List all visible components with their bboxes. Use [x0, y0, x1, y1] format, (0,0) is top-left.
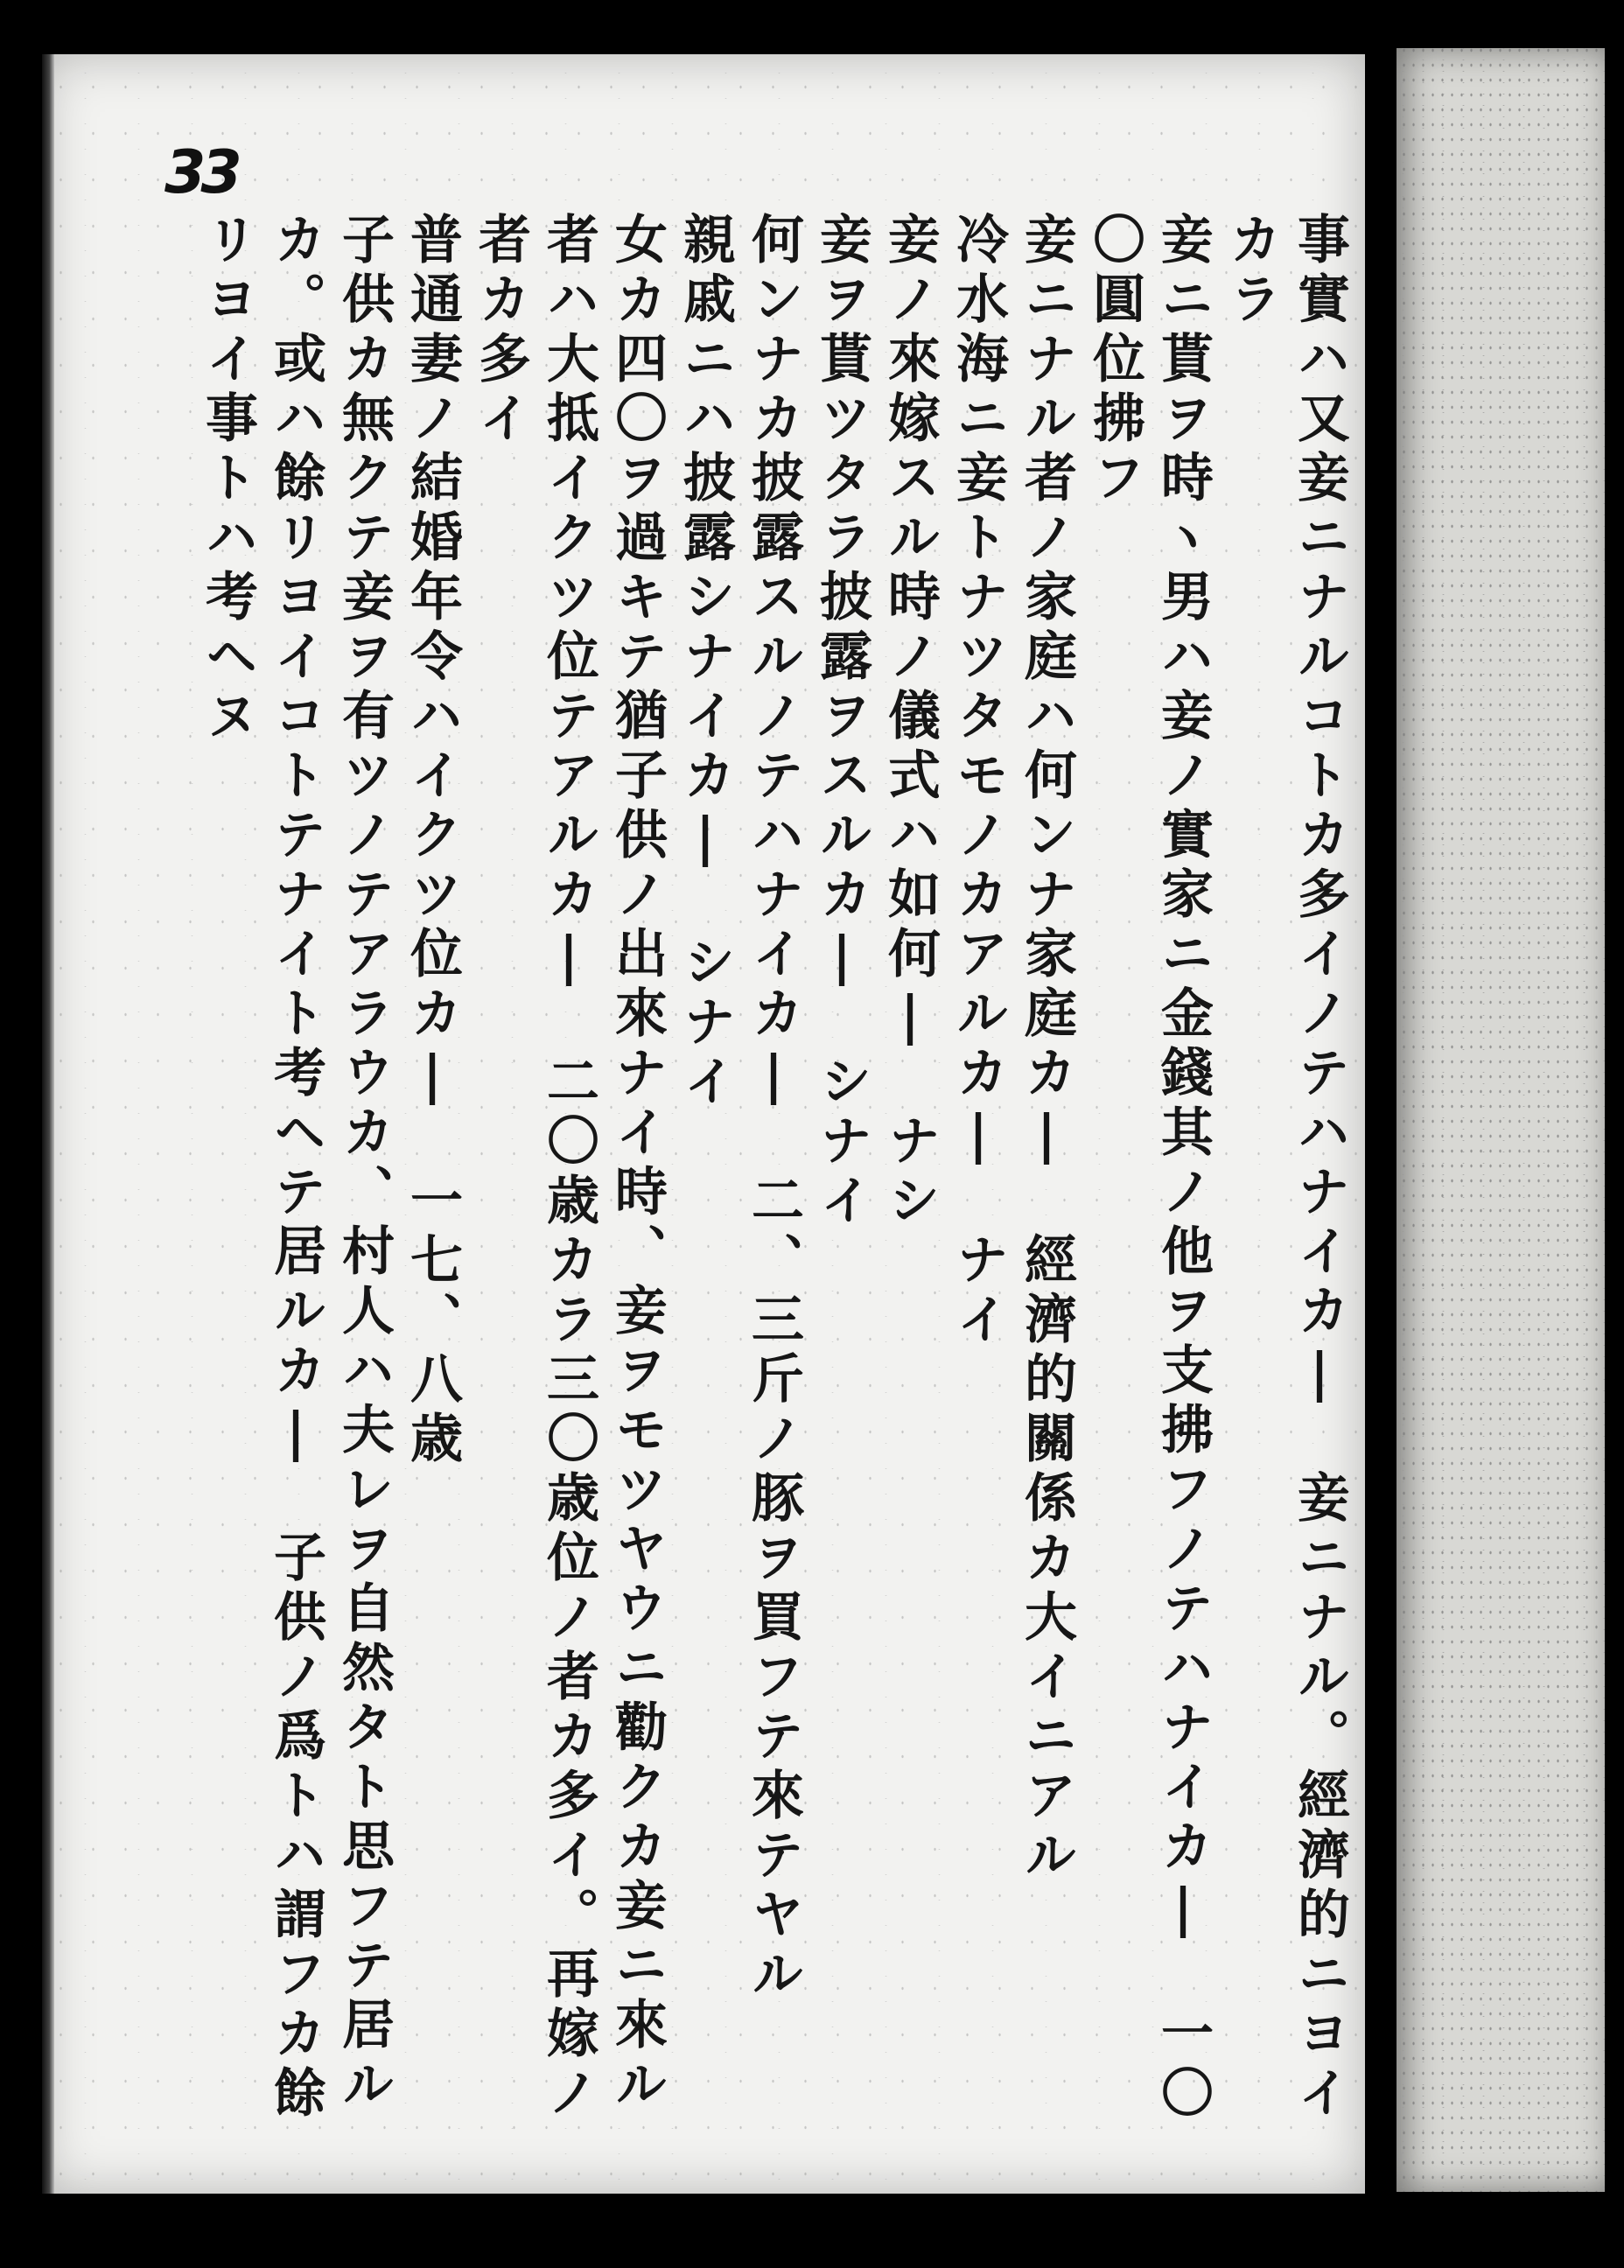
- text-column: 者ハ大抵イクツ位テアルカ| 二〇歳カラ三〇歳位ノ者カ多イ。再嫁ノ: [538, 212, 599, 2124]
- text-column: 子供カ無クテ妾ヲ有ツノテアラウカ、村人ハ夫レヲ自然タト思フテ居ル: [333, 212, 395, 2116]
- text-column: カラ: [1221, 212, 1282, 331]
- text-column: 冷水海ニ妾トナツタモノカアルカ| ナイ: [948, 212, 1009, 1351]
- book-binding-edge: [42, 54, 54, 2194]
- text-column: 妾ノ來嫁スル時ノ儀式ハ如何| ナシ: [879, 212, 941, 1232]
- facing-page-strip: [1396, 48, 1605, 2192]
- text-column: 女カ四〇ヲ過キテ猶子供ノ出來ナイ時、妾ヲモツヤウニ勸クカ妾ニ來ル: [606, 212, 668, 2116]
- text-column: 者カ多イ: [470, 212, 531, 450]
- text-column: 普通妻ノ結婚年令ハイクツ位カ| 一七、八歳: [402, 212, 463, 1470]
- facing-page-texture: [1396, 48, 1605, 2192]
- text-column: 何ンナカ披露スルノテハナイカ| 二、三斤ノ豚ヲ買フテ來テヤル: [743, 212, 804, 2006]
- page-number: 33: [164, 138, 237, 207]
- text-column: カ。或ハ餘リヨイコトテナイト考ヘテ居ルカ| 子供ノ爲トハ謂フカ餘: [265, 212, 326, 2124]
- text-column: 事實ハ又妾ニナルコトカ多イノテハナイカ| 妾ニナル。經濟的ニヨイ: [1289, 212, 1350, 2124]
- vertical-text-body: [156, 212, 1350, 2137]
- text-column: 妾ニ貰ヲ時ヽ男ハ妾ノ實家ニ金錢其ノ他ヲ支拂フノテハナイカ| 一〇: [1152, 212, 1214, 2124]
- text-column: 親戚ニハ披露シナイカ| シナイ: [675, 212, 736, 1113]
- text-column: 妾ヲ貰ツタラ披露ヲスルカ| シナイ: [811, 212, 872, 1232]
- scanned-page: [42, 54, 1365, 2194]
- text-column: リヨイ事トハ考ヘヌ: [197, 212, 258, 747]
- text-column: 妾ニナル者ノ家庭ハ何ンナ家庭カ| 經濟的關係カ大イニアル: [1016, 212, 1077, 1886]
- text-column: 〇圓位拂フ: [1084, 212, 1145, 509]
